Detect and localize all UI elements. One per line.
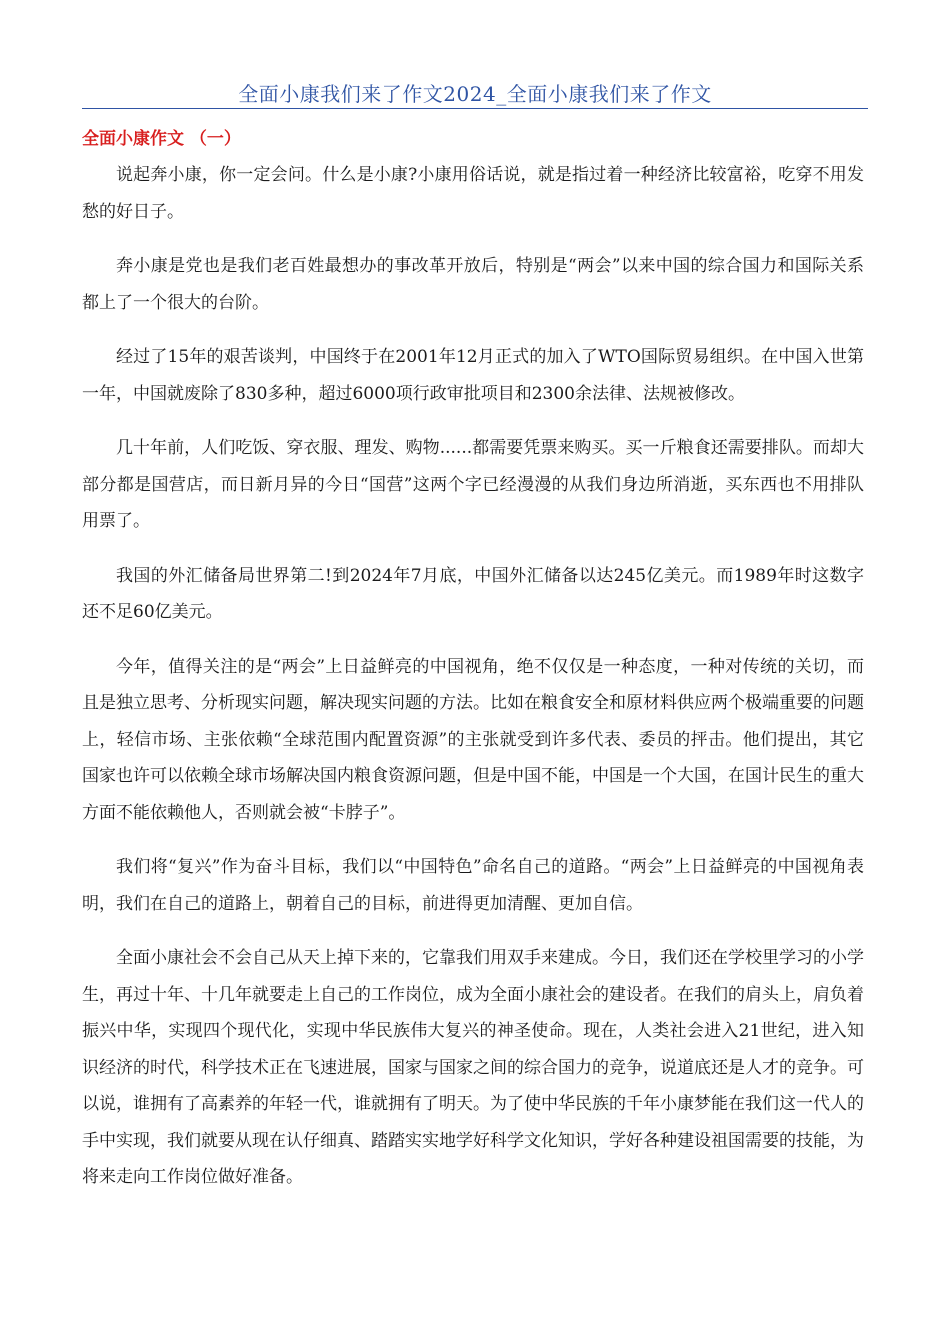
paragraph: 说起奔小康，你一定会问。什么是小康?小康用俗话说，就是指过着一种经济比较富裕，吃穿不用发愁的好日子。 bbox=[82, 165, 864, 222]
paragraph: 奔小康是党也是我们老百姓最想办的事改革开放后，特别是“两会”以来中国的综合国力和国际关系都上了一个很大的台阶。 bbox=[82, 256, 864, 313]
document-title: 全面小康我们来了作文2024_全面小康我们来了作文 bbox=[238, 82, 712, 106]
header-divider bbox=[82, 108, 868, 109]
paragraph: 我国的外汇储备局世界第二!到2024年7月底，中国外汇储备以达245亿美元。而1989年时这数字还不足60亿美元。 bbox=[82, 565, 864, 622]
paragraph: 经过了15年的艰苦谈判，中国终于在2001年12月正式的加入了WTO国际贸易组织。在中国入世第一年，中国就废除了830多种，超过6000项行政审批项目和2300余法律、法规被修改。 bbox=[82, 347, 864, 404]
article-body bbox=[82, 157, 864, 1214]
paragraph: 几十年前，人们吃饭、穿衣服、理发、购物......都需要凭票来购买。买一斤粮食还需要排队。而却大部分都是国营店，而日新月异的今日“国营”这两个字已经漫漫的从我们身边所消逝，买东西也不用排队用票了。 bbox=[82, 438, 864, 531]
paragraph: 全面小康社会不会自己从天上掉下来的，它靠我们用双手来建成。今日，我们还在学校里学习的小学生，再过十年、十几年就要走上自己的工作岗位，成为全面小康社会的建设者。在我们的肩头上，肩负着振兴中华，实现四个现代化，实现中华民族伟大复兴的神圣使命。现在，人类社会进入21世纪，进入知识经济的时代，科学技术正在飞速进展，国家与国家之间的综合国力的竞争，说道底还是人才的竞争。可以说，谁拥有了高素养的年轻一代，谁就拥有了明天。为了使中华民族的千年小康梦能在我们这一代人的手中实现，我们就要从现在认仔细真、踏踏实实地学好科学文化知识，学好各种建设祖国需要的技能，为将来走向工作岗位做好准备。 bbox=[82, 948, 864, 1187]
paragraph: 今年，值得关注的是“两会”上日益鲜亮的中国视角，绝不仅仅是一种态度，一种对传统的关切，而且是独立思考、分析现实问题，解决现实问题的方法。比如在粮食安全和原材料供应两个极端重要的问题上，轻信市场、主张依赖“全球范围内配置资源”的主张就受到许多代表、委员的抨击。他们提出，其它国家也许可以依赖全球市场解决国内粮食资源问题，但是中国不能，中国是一个大国，在国计民生的重大方面不能依赖他人，否则就会被“卡脖子”。 bbox=[82, 656, 864, 823]
paragraph: 我们将“复兴”作为奋斗目标，我们以“中国特色”命名自己的道路。“两会”上日益鲜亮的中国视角表明，我们在自己的道路上，朝着自己的目标，前进得更加清醒、更加自信。 bbox=[82, 857, 864, 914]
section-heading: 全面小康作文 （一） bbox=[82, 129, 241, 149]
